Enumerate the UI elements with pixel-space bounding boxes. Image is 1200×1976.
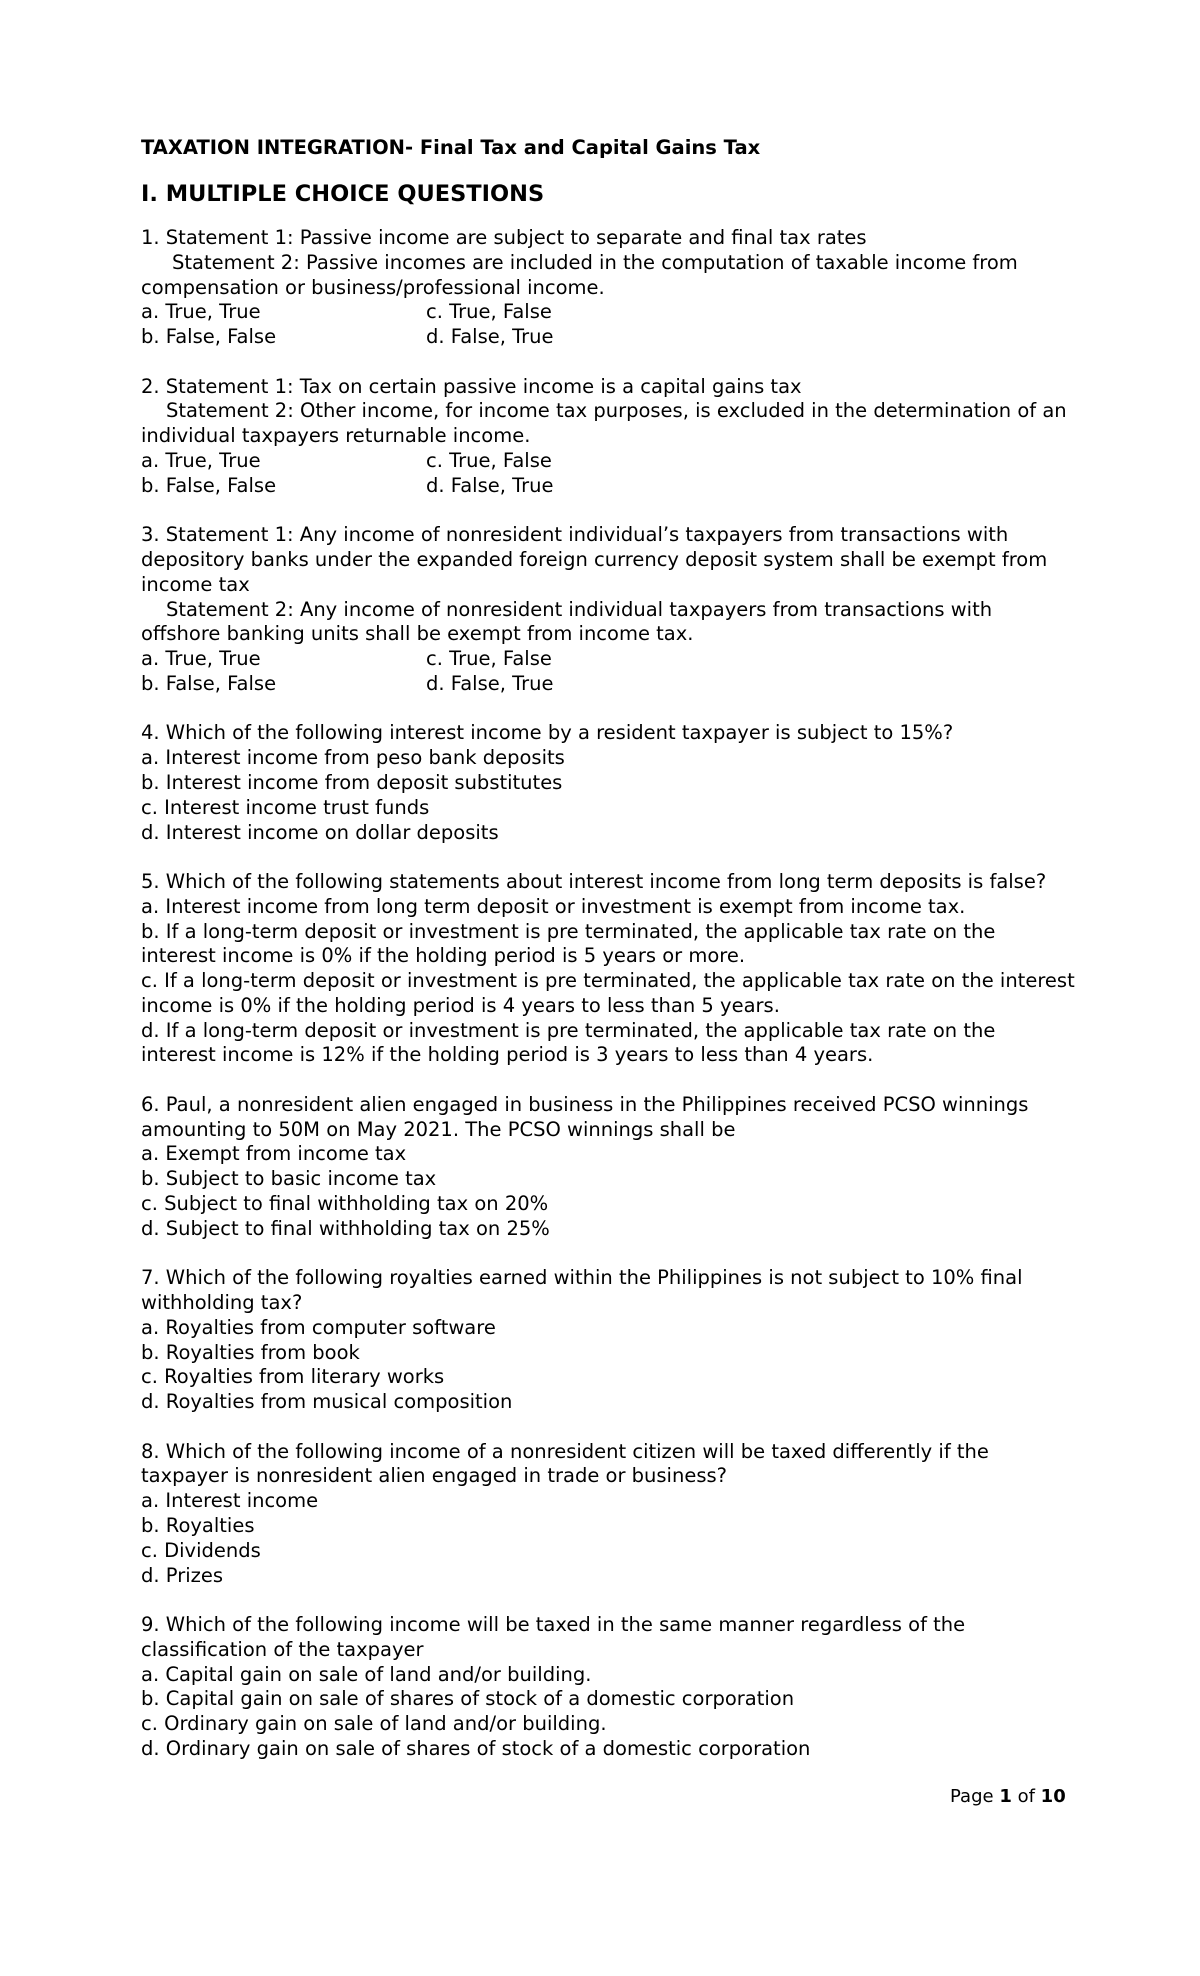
question-3 (141, 523, 1076, 697)
choice-row (141, 672, 1076, 697)
choice-d[interactable]: d. Ordinary gain on sale of shares of stock of a domestic corporation (141, 1736, 811, 1760)
question-stem: 1. Statement 1: Passive income are subject to separate and final tax rates (141, 226, 867, 249)
choice-d[interactable]: d. Prizes (141, 1563, 224, 1587)
choice-b[interactable]: b. Interest income from deposit substitutes (141, 770, 563, 794)
page-word: Page (950, 1786, 994, 1807)
question-stem: 3. Statement 1: Any income of nonresident individual’s taxpayers from transactions with depository banks under the expanded foreign currency deposit system shall be exempt from income tax (141, 523, 1048, 596)
choice-a[interactable]: a. Royalties from computer software (141, 1315, 496, 1339)
choice-c[interactable]: c. Subject to final withholding tax on 20% (141, 1192, 549, 1216)
choice-a[interactable]: a. True, True (141, 647, 261, 671)
question-4 (141, 721, 1076, 845)
question-statement-2: Statement 2: Any income of nonresident individual taxpayers from transactions with offshore banking units shall be exempt from income tax. (141, 597, 993, 646)
choice-c[interactable]: c. Ordinary gain on sale of land and/or building. (141, 1712, 607, 1736)
choice-a[interactable]: a. Exempt from income tax (141, 1142, 407, 1166)
question-2 (141, 375, 1076, 499)
choice-c[interactable]: c. If a long-term deposit or investment is pre terminated, the applicable tax rate on the interest income is 0% if the holding period is 4 years to less than 5 years. (141, 969, 1075, 1017)
choice-b[interactable]: b. Subject to basic income tax (141, 1167, 437, 1191)
document-page (141, 136, 1076, 1762)
choice-a[interactable]: a. Interest income from long term deposit or investment is exempt from income tax. (141, 894, 966, 918)
section-title: I. MULTIPLE CHOICE QUESTIONS (141, 181, 545, 207)
page-number: 1 (999, 1786, 1012, 1807)
choice-c[interactable]: c. True, False (426, 300, 552, 324)
choice-row (141, 474, 1076, 499)
choice-a[interactable]: a. Interest income (141, 1489, 319, 1513)
question-statement-2: Statement 2: Other income, for income tax purposes, is excluded in the determination of an individual taxpayers returnable income. (141, 399, 1067, 448)
choice-row (141, 325, 1076, 350)
question-stem: 9. Which of the following income will be taxed in the same manner regardless of the classification of the taxpayer (141, 1613, 966, 1661)
question-1 (141, 226, 1076, 350)
choice-a[interactable]: a. Interest income from peso bank deposits (141, 746, 565, 770)
question-statement-2: Statement 2: Passive incomes are included in the computation of taxable income from compensation or business/professional income. (141, 250, 1018, 299)
choice-b[interactable]: b. False, False (141, 671, 277, 695)
choice-a[interactable]: a. Capital gain on sale of land and/or building. (141, 1662, 592, 1686)
question-stem: 8. Which of the following income of a nonresident citizen will be taxed differently if the taxpayer is nonresident alien engaged in trade or business? (141, 1439, 989, 1488)
document-title: TAXATION INTEGRATION- Final Tax and Capital Gains Tax (141, 136, 761, 159)
choice-d[interactable]: d. Royalties from musical composition (141, 1390, 513, 1414)
choice-d[interactable]: d. Interest income on dollar deposits (141, 820, 499, 844)
page-footer (950, 1786, 1066, 1808)
choice-c[interactable]: c. True, False (426, 647, 552, 671)
choice-c[interactable]: c. Interest income trust funds (141, 795, 430, 819)
choice-b[interactable]: b. False, False (141, 473, 277, 497)
choice-a[interactable]: a. True, True (141, 300, 261, 324)
question-stem: 4. Which of the following interest income by a resident taxpayer is subject to 15%? (141, 721, 954, 745)
question-stem: 2. Statement 1: Tax on certain passive income is a capital gains tax (141, 374, 802, 398)
choice-row (141, 647, 1076, 672)
choice-row (141, 300, 1076, 325)
choice-d[interactable]: d. False, True (426, 325, 554, 349)
choice-c[interactable]: c. Dividends (141, 1538, 261, 1562)
question-7 (141, 1266, 1076, 1415)
choice-b[interactable]: b. False, False (141, 325, 277, 349)
question-9 (141, 1613, 1076, 1762)
question-5 (141, 870, 1076, 1068)
question-6 (141, 1093, 1076, 1242)
choice-c[interactable]: c. Royalties from literary works (141, 1365, 445, 1389)
page-total: 10 (1040, 1786, 1066, 1807)
choice-d[interactable]: d. False, True (426, 671, 554, 695)
choice-d[interactable]: d. Subject to final withholding tax on 25% (141, 1216, 550, 1240)
question-stem: 7. Which of the following royalties earned within the Philippines is not subject to 10% final withholding tax? (141, 1266, 1023, 1315)
question-8 (141, 1440, 1076, 1589)
choice-b[interactable]: b. Capital gain on sale of shares of stock of a domestic corporation (141, 1687, 795, 1711)
choice-c[interactable]: c. True, False (426, 448, 552, 472)
question-stem: 6. Paul, a nonresident alien engaged in business in the Philippines received PCSO winnings amounting to 50M on May 2021. The PCSO winnings shall be (141, 1092, 1029, 1141)
choice-row (141, 449, 1076, 474)
choice-a[interactable]: a. True, True (141, 448, 261, 472)
choice-d[interactable]: d. False, True (426, 473, 554, 497)
choice-b[interactable]: b. Royalties (141, 1514, 255, 1538)
choice-d[interactable]: d. If a long-term deposit or investment is pre terminated, the applicable tax rate on the interest income is 12% if the holding period is 3 years to less than 4 years. (141, 1018, 996, 1067)
choice-b[interactable]: b. Royalties from book (141, 1340, 360, 1364)
choice-b[interactable]: b. If a long-term deposit or investment is pre terminated, the applicable tax rate on the interest income is 0% if the holding period is 5 years or more. (141, 919, 996, 968)
question-stem: 5. Which of the following statements about interest income from long term deposits is false? (141, 869, 1047, 893)
of-word: of (1017, 1786, 1035, 1807)
